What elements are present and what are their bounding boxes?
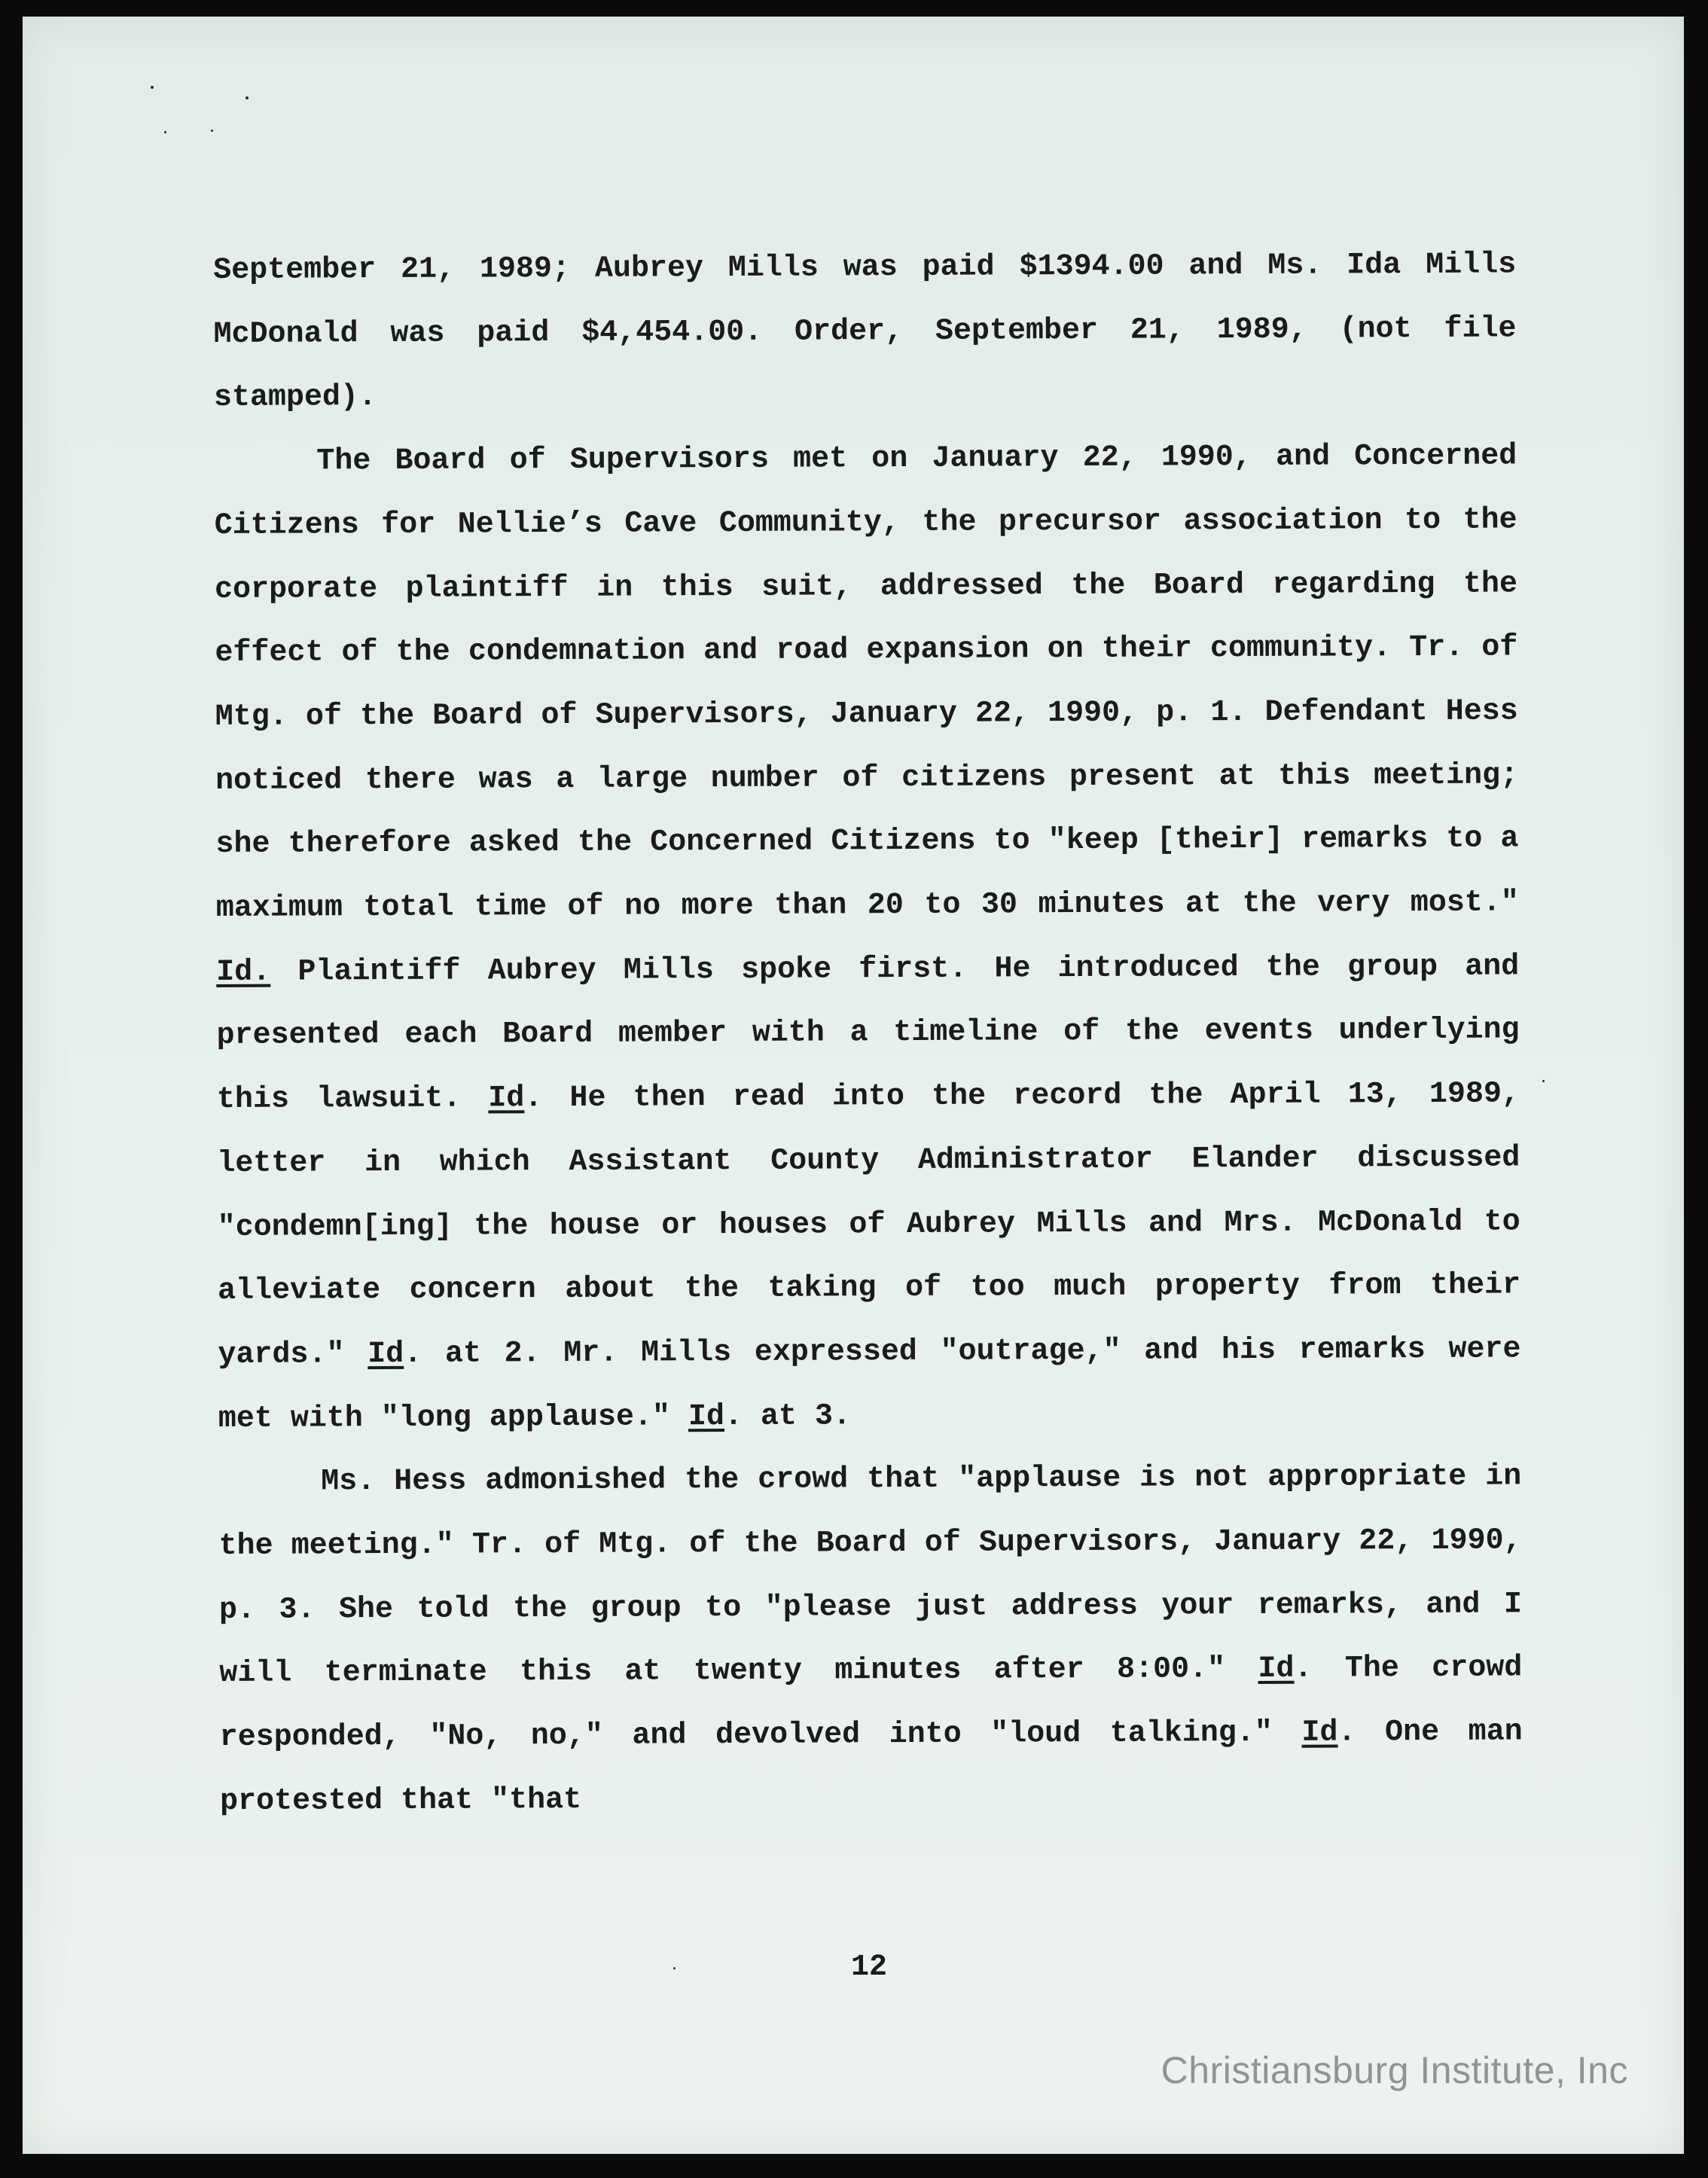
paragraph-2-text: Plaintiff Aubrey Mills spoke first. He introduced the group and presented each Board member with a timeline of the events underlying this lawsuit. (216, 950, 1520, 1118)
citation-id: Id (1258, 1652, 1295, 1687)
paper-speck (673, 1967, 676, 1969)
paragraph-2-text: . He then read into the record the April 13, 1989, letter in which Assistant County Administrator Elander discussed "condemn[ing] the house or houses of Aubrey Mills and Mrs. McDonald to alleviate concern about the taking of too much property from their yards." (217, 1077, 1521, 1372)
paragraph-2-text: . at 2. Mr. Mills expressed "outrage," and his remarks were met with "long applause." (218, 1332, 1521, 1436)
page-number: 12 (851, 1951, 888, 1984)
citation-id: Id. (216, 955, 271, 990)
citation-id: Id (368, 1337, 404, 1372)
paper-speck (211, 130, 213, 132)
paper-speck (164, 131, 166, 133)
paragraph-2 (214, 426, 1521, 1452)
paragraph-3-text: . The crowd responded, "No, no," and devolved into "loud talking." (219, 1651, 1523, 1756)
citation-id: Id (1301, 1716, 1338, 1750)
citation-id: Id (688, 1399, 725, 1434)
paragraph-3-text: Ms. Hess admonished the crowd that "applause is not appropriate in the meeting." Tr. of Mtg. of the Board of Supervisors, January 22, 1990, p. 3. She told the group to "please just address your remarks, and I will terminate this at twenty minutes after 8:00." (218, 1460, 1523, 1691)
paragraph-1 (213, 233, 1517, 431)
paragraph-1-text: September 21, 1989; Aubrey Mills was paid $1394.00 and Ms. Ida Mills McDonald was paid $4,454.00. Order, September 21, 1989, (not file stamped). (213, 248, 1517, 416)
watermark: Christiansburg Institute, Inc (1161, 2049, 1628, 2091)
paragraph-2-text: . at 3. (724, 1399, 852, 1434)
paper-speck (246, 96, 249, 99)
paragraph-3 (218, 1446, 1523, 1835)
paragraph-3-text: . One man protested that "that (219, 1715, 1523, 1819)
paper-speck (151, 86, 154, 89)
paragraph-2-text: The Board of Supervisors met on January 22, 1990, and Concerned Citizens for Nellie’s Cave Community, the precursor association to the corporate plaintiff in this suit, addressed the Board regarding the effect of the condemnation and road expansion on their community. Tr. of Mtg. of the Board of Supervisors, January 22, 1990, p. 1. Defendant Hess noticed there was a large number of citizens present at this meeting; she therefore asked the Concerned Citizens to "keep [their] remarks to a maximum total time of no more than 20 to 30 minutes at the very most." (214, 439, 1519, 926)
paper-speck (1542, 1080, 1545, 1082)
citation-id: Id (488, 1081, 525, 1116)
document-body (213, 233, 1523, 1834)
